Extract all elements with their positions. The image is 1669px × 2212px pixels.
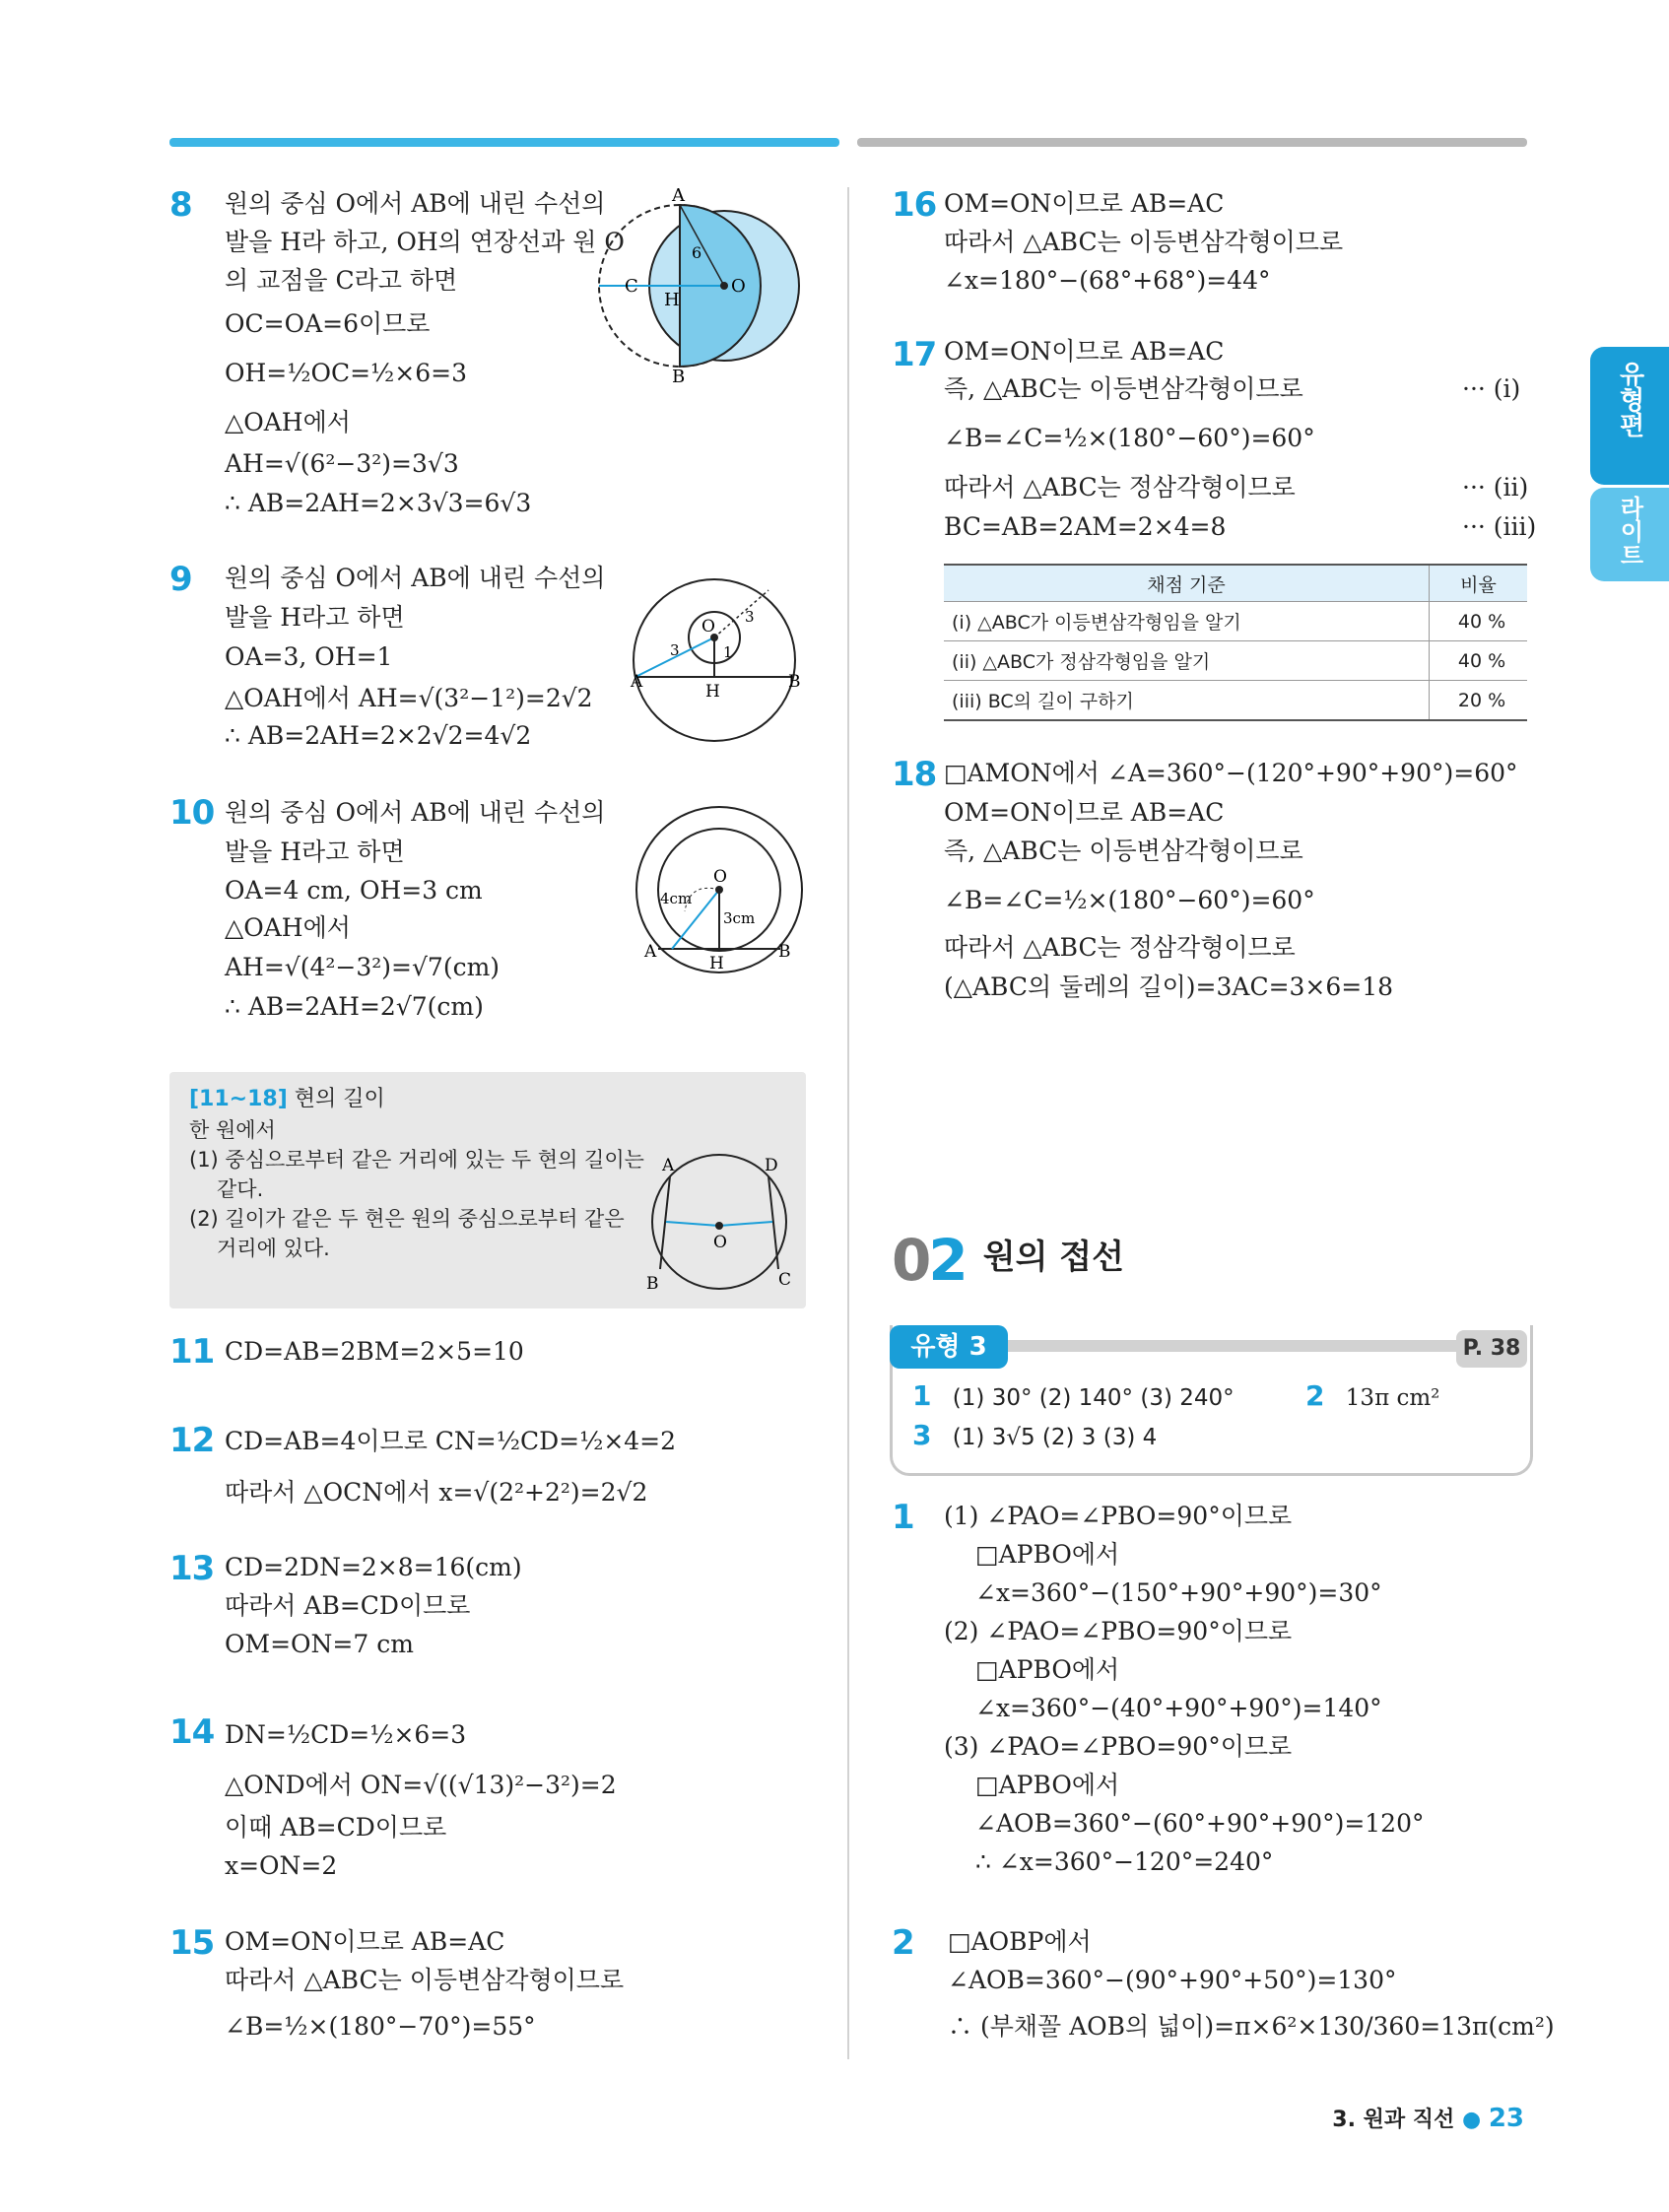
scoring-header-ratio: 비율 — [1430, 565, 1528, 602]
fig10-label-A: A — [644, 942, 657, 962]
question-1-line: ∴ ∠x=360°−120°=240° — [975, 1847, 1274, 1876]
fig9-label-3b: 3 — [745, 608, 755, 626]
summary-line: 같다. — [217, 1177, 264, 1201]
problem-12-number: 12 — [169, 1421, 215, 1460]
footer-bullet-icon: ● — [1461, 2108, 1489, 2132]
question-1-line: (3) ∠PAO=∠PBO=90°이므로 — [944, 1732, 1293, 1761]
problem-16-line: ∠x=180°−(68°+68°)=44° — [944, 266, 1271, 295]
problem-9-line: △OAH에서 AH=√(3²−1²)=2√2 — [225, 684, 593, 712]
fig9-label-1: 1 — [723, 643, 733, 661]
scoring-table — [944, 564, 1527, 721]
problem-16-number: 16 — [892, 185, 937, 225]
scoring-criteria: (i) △ABC가 이등변삼각형임을 알기 — [944, 602, 1430, 641]
problem-10-line: △OAH에서 — [225, 913, 351, 942]
table-row — [944, 602, 1527, 641]
problem-8-line: OC=OA=6이므로 — [225, 309, 431, 338]
problem-16-line: OM=ON이므로 AB=AC — [944, 189, 1225, 218]
problem-10-figure — [631, 803, 808, 980]
fig8-label-6: 6 — [692, 243, 702, 262]
side-tab-light-label: 라이트 — [1616, 496, 1643, 567]
question-1-line: (2) ∠PAO=∠PBO=90°이므로 — [944, 1617, 1293, 1645]
fig9-label-B: B — [788, 672, 801, 692]
summary-fig-C: C — [778, 1270, 792, 1290]
problem-11-line: CD=AB=2BM=2×5=10 — [225, 1337, 524, 1366]
table-row — [944, 641, 1527, 681]
problem-8-line: 발을 H라 하고, OH의 연장선과 원 O — [225, 228, 625, 256]
problem-18-number: 18 — [892, 755, 937, 794]
type-answer-2-text: 13π cm² — [1345, 1385, 1440, 1411]
problem-9-number: 9 — [169, 560, 192, 599]
problem-11-number: 11 — [169, 1332, 215, 1372]
summary-title — [189, 1082, 385, 1112]
question-1-line: ∠x=360°−(40°+90°+90°)=140° — [975, 1694, 1382, 1722]
fig9-label-O: O — [701, 617, 715, 637]
table-row — [944, 681, 1527, 721]
fig8-label-H: H — [664, 290, 680, 310]
problem-17-line: OM=ON이므로 AB=AC — [944, 337, 1225, 366]
problem-8-line: △OAH에서 — [225, 408, 351, 436]
fig9-label-A: A — [631, 672, 643, 692]
fig10-label-O: O — [713, 867, 727, 887]
problem-14-number: 14 — [169, 1712, 215, 1752]
type-answer-2-num: 2 — [1305, 1379, 1325, 1412]
problem-17-mark: ··· (iii) — [1462, 512, 1537, 541]
question-1-line: ∠AOB=360°−(60°+90°+90°)=120° — [975, 1809, 1425, 1838]
scoring-ratio: 40 % — [1430, 641, 1528, 681]
problem-10-line: ∴ AB=2AH=2√7(cm) — [225, 992, 484, 1021]
side-tab-light[interactable] — [1590, 488, 1669, 581]
problem-10-number: 10 — [169, 793, 215, 833]
problem-10-line: 원의 중심 O에서 AB에 내린 수선의 — [225, 798, 606, 827]
problem-12-line: CD=AB=4이므로 CN=½CD=½×4=2 — [225, 1427, 677, 1455]
scoring-table-header — [944, 565, 1527, 602]
problem-10-line: OA=4 cm, OH=3 cm — [225, 876, 483, 905]
problem-8-line: OH=½OC=½×6=3 — [225, 359, 467, 387]
problem-18-line: (△ABC의 둘레의 길이)=3AC=3×6=18 — [944, 972, 1394, 1001]
question-2-line: □AOBP에서 — [948, 1927, 1092, 1956]
column-divider — [847, 187, 849, 2059]
type-header-line — [1008, 1340, 1471, 1352]
scoring-criteria: (iii) BC의 길이 구하기 — [944, 681, 1430, 721]
question-1-line: ∠x=360°−(150°+90°+90°)=30° — [975, 1578, 1382, 1607]
problem-8-line: AH=√(6²−3²)=3√3 — [225, 449, 459, 478]
problem-12-line: 따라서 △OCN에서 x=√(2²+2²)=2√2 — [225, 1478, 648, 1507]
summary-fig-A: A — [662, 1156, 675, 1175]
problem-17-line: 따라서 △ABC는 정삼각형이므로 — [944, 473, 1296, 502]
problem-10-line: 발을 H라고 하면 — [225, 838, 405, 866]
question-1-line: □APBO에서 — [975, 1771, 1120, 1799]
header-bar-right — [857, 138, 1527, 147]
section-number-a: 0 — [892, 1227, 929, 1294]
type-page-ref: P. 38 — [1456, 1330, 1527, 1368]
problem-10-line: AH=√(4²−3²)=√7(cm) — [225, 953, 501, 981]
problem-13-line: 따라서 AB=CD이므로 — [225, 1591, 471, 1620]
type-answer-3-num: 3 — [912, 1419, 932, 1451]
section-number — [892, 1227, 966, 1294]
type-answer-2 — [1305, 1379, 1439, 1412]
problem-17-line: 즉, △ABC는 이등변삼각형이므로 — [944, 374, 1303, 403]
problem-13-line: OM=ON=7 cm — [225, 1630, 414, 1658]
summary-fig-B: B — [646, 1274, 659, 1294]
header-bar-left — [169, 138, 839, 147]
problem-14-line: 이때 AB=CD이므로 — [225, 1813, 447, 1842]
scoring-ratio: 40 % — [1430, 602, 1528, 641]
type-answer-3-text: (1) 3√5 (2) 3 (3) 4 — [952, 1425, 1158, 1450]
question-1-line: □APBO에서 — [975, 1655, 1120, 1684]
summary-line: 거리에 있다. — [217, 1237, 330, 1260]
problem-17-line: BC=AB=2AM=2×4=8 — [944, 512, 1227, 541]
problem-15-line: 따라서 △ABC는 이등변삼각형이므로 — [225, 1966, 625, 1994]
fig10-label-B: B — [778, 942, 791, 962]
problem-9-line: 원의 중심 O에서 AB에 내린 수선의 — [225, 564, 606, 592]
question-1-number: 1 — [892, 1498, 914, 1537]
footer-chapter: 3. 원과 직선 — [1332, 2108, 1455, 2132]
scoring-header-criteria: 채점 기준 — [944, 565, 1430, 602]
type-badge: 유형 3 — [890, 1325, 1008, 1369]
section-title — [892, 1227, 1124, 1294]
question-1-line: □APBO에서 — [975, 1540, 1120, 1569]
summary-fig-D: D — [765, 1156, 778, 1175]
summary-figure — [640, 1141, 798, 1299]
problem-8-number: 8 — [169, 185, 192, 225]
problem-17-line: ∠B=∠C=½×(180°−60°)=60° — [944, 424, 1315, 452]
page-number: 23 — [1488, 2104, 1524, 2133]
problem-9-line: OA=3, OH=1 — [225, 642, 393, 671]
fig10-label-4cm: 4cm — [660, 890, 693, 907]
fig8-label-C: C — [625, 276, 638, 297]
problem-8-line: 의 교점을 C라고 하면 — [225, 266, 458, 295]
problem-17-number: 17 — [892, 335, 937, 374]
problem-18-line: OM=ON이므로 AB=AC — [944, 798, 1225, 827]
question-2-line: ∠AOB=360°−(90°+90°+50°)=130° — [948, 1966, 1397, 1994]
type-answer-3 — [912, 1419, 1157, 1451]
type-answer-1-text: (1) 30° (2) 140° (3) 240° — [952, 1385, 1235, 1411]
type-answer-1-num: 1 — [912, 1379, 932, 1412]
page-footer — [1332, 2103, 1524, 2133]
question-2-line: ∴ (부채꼴 AOB의 넓이)=π×6²×130/360=13π(cm²) — [948, 2012, 1555, 2041]
problem-8-line: ∴ AB=2AH=2×3√3=6√3 — [225, 489, 532, 517]
scoring-criteria: (ii) △ABC가 정삼각형임을 알기 — [944, 641, 1430, 681]
side-tab-type-label: 유형편 — [1615, 361, 1644, 437]
fig8-label-B: B — [672, 367, 686, 387]
problem-9-line: ∴ AB=2AH=2×2√2=4√2 — [225, 721, 532, 750]
problem-9-line: 발을 H라고 하면 — [225, 603, 405, 632]
problem-17-mark: ··· (ii) — [1462, 473, 1529, 502]
problem-15-line: OM=ON이므로 AB=AC — [225, 1927, 505, 1956]
problem-18-line: □AMON에서 ∠A=360°−(120°+90°+90°)=60° — [944, 759, 1518, 787]
problem-9-figure — [621, 567, 808, 754]
side-tab-type[interactable] — [1590, 347, 1669, 485]
summary-line: (1) 중심으로부터 같은 거리에 있는 두 현의 길이는 — [189, 1148, 644, 1172]
problem-8-line: 원의 중심 O에서 AB에 내린 수선의 — [225, 189, 606, 218]
problem-14-line: DN=½CD=½×6=3 — [225, 1720, 467, 1749]
summary-line: (2) 길이가 같은 두 현은 원의 중심으로부터 같은 — [189, 1207, 625, 1231]
problem-16-line: 따라서 △ABC는 이등변삼각형이므로 — [944, 228, 1344, 256]
problem-8-figure — [611, 185, 808, 387]
section-number-b: 2 — [928, 1227, 966, 1294]
fig9-label-3: 3 — [670, 641, 680, 659]
question-1-line: (1) ∠PAO=∠PBO=90°이므로 — [944, 1502, 1293, 1530]
problem-13-line: CD=2DN=2×8=16(cm) — [225, 1553, 522, 1581]
summary-fig-O: O — [713, 1233, 727, 1252]
fig8-label-A: A — [672, 185, 685, 206]
section-name: 원의 접선 — [982, 1238, 1124, 1277]
fig10-label-3cm: 3cm — [723, 909, 756, 927]
summary-line: 한 원에서 — [189, 1118, 276, 1142]
problem-17-mark: ··· (i) — [1462, 374, 1521, 403]
fig8-label-O: O — [731, 276, 746, 297]
problem-14-line: x=ON=2 — [225, 1851, 338, 1880]
scoring-ratio: 20 % — [1430, 681, 1528, 721]
summary-range: [11~18] — [189, 1087, 288, 1111]
problem-18-line: ∠B=∠C=½×(180°−60°)=60° — [944, 886, 1315, 914]
problem-13-number: 13 — [169, 1549, 215, 1588]
problem-18-line: 따라서 △ABC는 정삼각형이므로 — [944, 933, 1296, 962]
type-answer-1 — [912, 1379, 1235, 1412]
problem-15-number: 15 — [169, 1923, 215, 1963]
question-2-number: 2 — [892, 1923, 914, 1963]
problem-15-line: ∠B=½×(180°−70°)=55° — [225, 2012, 536, 2041]
chord-summary-box — [169, 1072, 806, 1308]
fig10-label-H: H — [709, 954, 724, 973]
problem-14-line: △OND에서 ON=√((√13)²−3²)=2 — [225, 1771, 617, 1799]
fig9-label-H: H — [705, 682, 720, 702]
summary-heading: 현의 길이 — [294, 1087, 385, 1111]
problem-18-line: 즉, △ABC는 이등변삼각형이므로 — [944, 837, 1303, 865]
